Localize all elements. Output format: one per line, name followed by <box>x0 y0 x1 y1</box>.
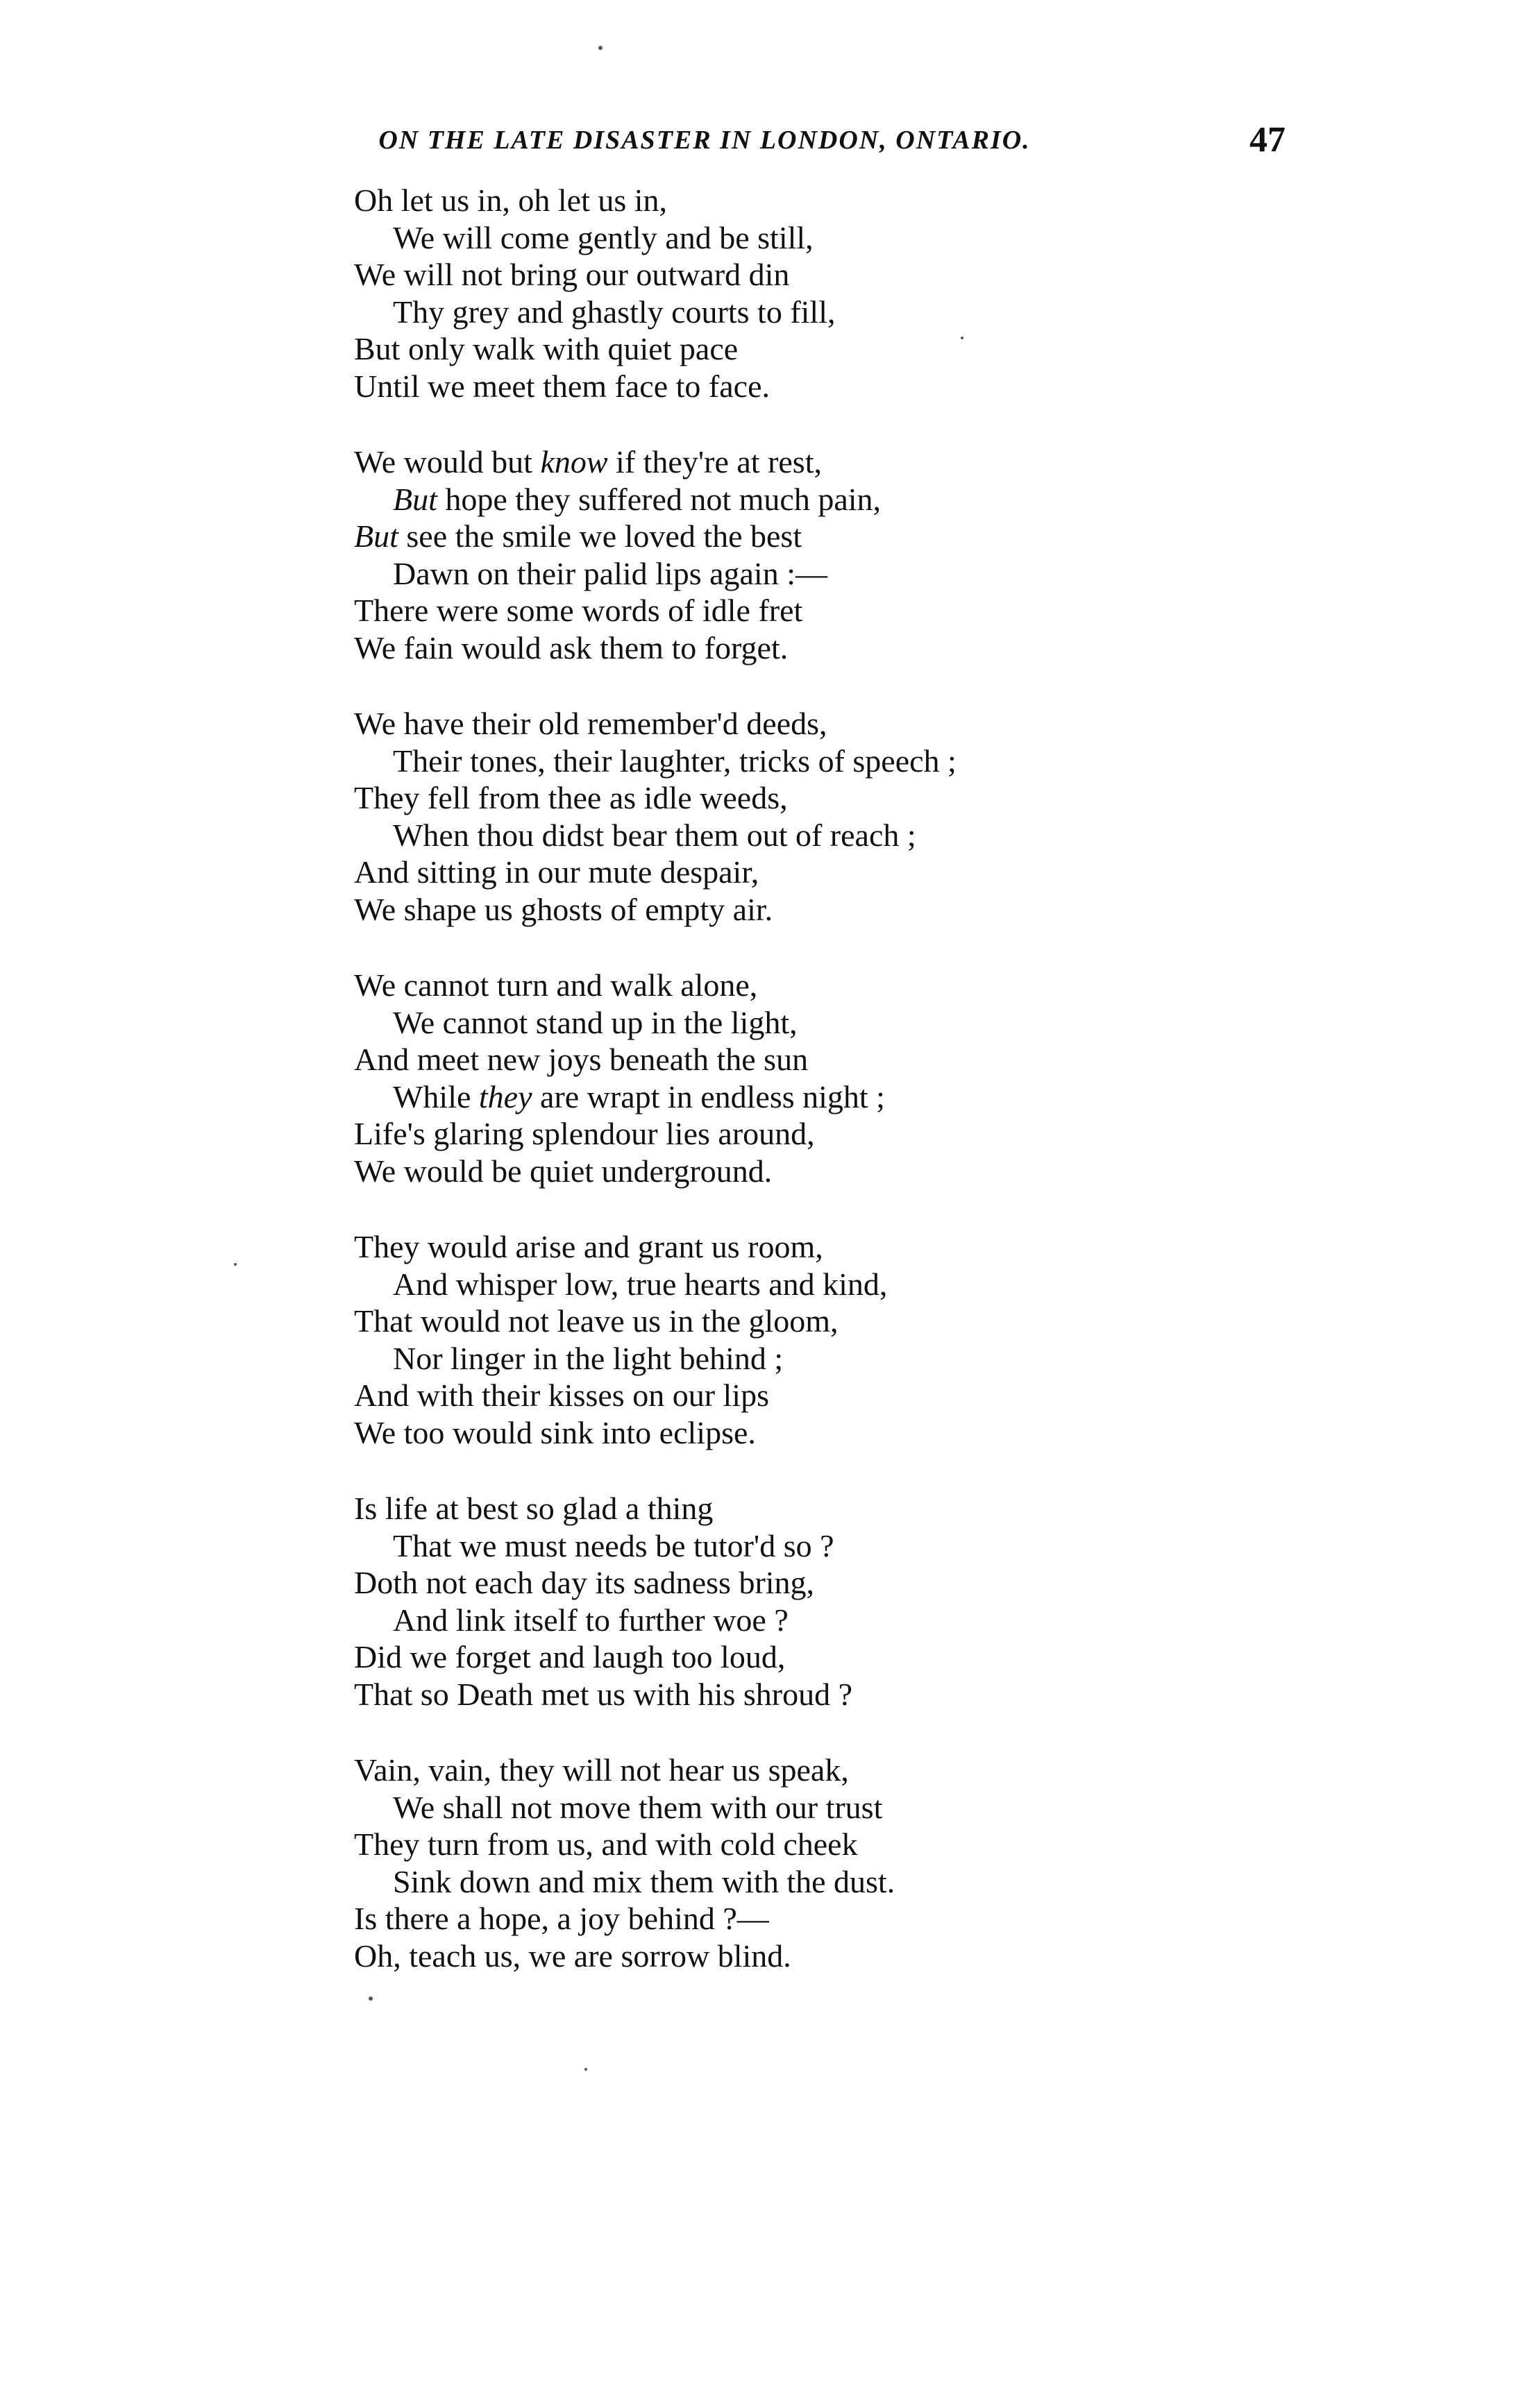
poem-line <box>354 1900 1187 1938</box>
poem-line <box>354 330 1187 368</box>
line-text: Is life at best so glad a thing <box>354 1491 714 1526</box>
italic-word: they <box>478 1078 532 1114</box>
poem-line <box>354 1527 1187 1565</box>
poem-line <box>354 1789 1187 1826</box>
poem-line <box>354 182 1187 219</box>
poem-line <box>354 743 1187 780</box>
poem-line <box>354 1041 1187 1078</box>
italic-word: But <box>393 481 437 517</box>
line-text: They turn from us, and with cold cheek <box>354 1826 858 1862</box>
poem-line <box>354 891 1187 929</box>
poem-line <box>354 854 1187 891</box>
line-text: That we must needs be tutor'd so ? <box>393 1527 834 1563</box>
poem-line <box>354 817 1187 854</box>
poem-line <box>354 219 1187 257</box>
poem-line <box>354 443 1187 481</box>
poem-line <box>354 1863 1187 1901</box>
line-text: Vain, vain, they will not hear us speak, <box>354 1752 849 1788</box>
stanza <box>354 1752 1187 2013</box>
poem-line <box>354 592 1187 629</box>
line-text: But only walk with quiet pace <box>354 331 739 366</box>
line-text: Did we forget and laugh too loud, <box>354 1639 786 1674</box>
line-text: Sink down and mix them with the dust. <box>393 1863 895 1899</box>
line-text: Thy grey and ghastly courts to fill, <box>393 294 836 330</box>
line-text: We fain would ask them to forget. <box>354 629 789 665</box>
line-text: Doth not each day its sadness bring, <box>354 1565 815 1600</box>
line-text: hope they suffered not much pain, <box>437 481 882 517</box>
poem-line <box>354 1676 1187 1713</box>
line-text: Their tones, their laughter, tricks of speech ; <box>393 743 957 779</box>
line-text: see the smile we loved the best <box>398 518 802 554</box>
page-number: 47 <box>1249 120 1286 160</box>
line-text: And sitting in our mute despair, <box>354 854 759 890</box>
poem-line <box>354 1340 1187 1377</box>
line-text: We have their old remember'd deeds, <box>354 706 827 741</box>
poem-line <box>354 1638 1187 1676</box>
poem-line <box>354 1377 1187 1414</box>
line-text: They fell from thee as idle weeds, <box>354 780 788 815</box>
line-text: Nor linger in the light behind ; <box>393 1340 784 1376</box>
line-text: We cannot stand up in the light, <box>393 1004 798 1040</box>
stanza <box>354 705 1187 967</box>
poem-line <box>354 779 1187 817</box>
poem-line <box>354 1938 1187 1975</box>
line-text: While <box>393 1078 479 1114</box>
line-text: Life's glaring splendour lies around, <box>354 1116 815 1151</box>
line-text: We would but <box>354 444 541 480</box>
line-text: We will not bring our outward din <box>354 257 790 292</box>
line-text: There were some words of idle fret <box>354 593 803 628</box>
poem-line <box>354 1303 1187 1340</box>
line-text: Oh, teach us, we are sorrow blind. <box>354 1938 791 1974</box>
stanza <box>354 1228 1187 1490</box>
line-text: And whisper low, true hearts and kind, <box>393 1266 888 1302</box>
line-text: We will come gently and be still, <box>393 219 814 255</box>
poem-line <box>354 368 1187 405</box>
print-speck <box>584 2068 587 2071</box>
poem-line <box>354 1826 1187 1863</box>
line-text: Until we meet them face to face. <box>354 368 770 404</box>
poem-line <box>354 1004 1187 1042</box>
poem-line <box>354 1153 1187 1190</box>
line-text: They would arise and grant us room, <box>354 1229 823 1264</box>
poem-line <box>354 1564 1187 1602</box>
poem <box>354 182 1187 2013</box>
line-text: We shall not move them with our trust <box>393 1789 883 1825</box>
line-text: if they're at rest, <box>607 444 822 480</box>
poem-line <box>354 1228 1187 1266</box>
poem-line <box>354 1752 1187 1789</box>
print-speck <box>598 46 603 50</box>
stanza <box>354 1490 1187 1752</box>
italic-word: know <box>540 444 608 480</box>
poem-line <box>354 518 1187 555</box>
print-speck <box>234 1263 237 1266</box>
poem-line <box>354 1490 1187 1527</box>
stanza <box>354 182 1187 443</box>
poem-line <box>354 1115 1187 1153</box>
line-text: We would be quiet underground. <box>354 1153 773 1189</box>
poem-line <box>354 1266 1187 1303</box>
poem-line <box>354 1414 1187 1452</box>
poem-line <box>354 967 1187 1004</box>
line-text: We shape us ghosts of empty air. <box>354 891 773 927</box>
stanza <box>354 443 1187 705</box>
poem-line <box>354 1602 1187 1639</box>
line-text: That so Death met us with his shroud ? <box>354 1676 853 1712</box>
line-text: And with their kisses on our lips <box>354 1377 769 1413</box>
line-text: When thou didst bear them out of reach ; <box>393 817 916 853</box>
print-speck <box>369 1996 373 2001</box>
poem-line <box>354 481 1187 518</box>
italic-word: But <box>354 518 398 554</box>
line-text: Oh let us in, oh let us in, <box>354 183 668 218</box>
poem-line <box>354 256 1187 294</box>
poem-line <box>354 555 1187 593</box>
poem-line <box>354 705 1187 743</box>
line-text: And meet new joys beneath the sun <box>354 1042 809 1077</box>
line-text: Dawn on their palid lips again :— <box>393 555 827 591</box>
line-text: Is there a hope, a joy behind ?— <box>354 1901 769 1936</box>
line-text: We cannot turn and walk alone, <box>354 967 758 1003</box>
line-text: That would not leave us in the gloom, <box>354 1303 839 1339</box>
line-text: And link itself to further woe ? <box>393 1602 789 1638</box>
poem-line <box>354 294 1187 331</box>
poem-line <box>354 1078 1187 1116</box>
line-text: are wrapt in endless night ; <box>532 1078 885 1114</box>
print-speck <box>961 337 963 339</box>
line-text: We too would sink into eclipse. <box>354 1414 756 1450</box>
stanza <box>354 967 1187 1228</box>
running-title: ON THE LATE DISASTER IN LONDON, ONTARIO. <box>378 126 1031 155</box>
poem-line <box>354 629 1187 667</box>
